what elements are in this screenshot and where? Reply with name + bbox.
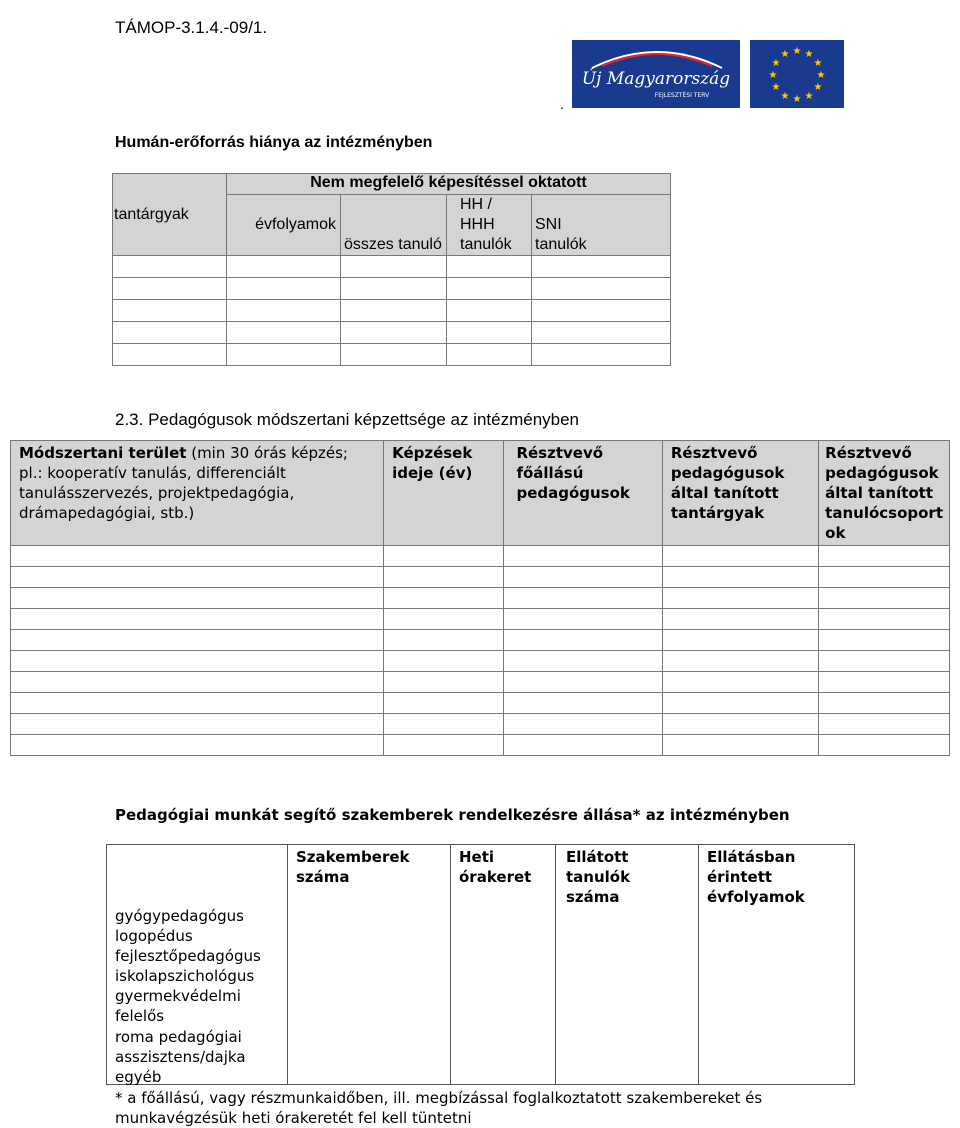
col-method-area: Módszertani terület (min 30 órás képzés; pl.: kooperatív tanulás, differenciált tanulásszervezés, projektpedagógia, drámapedagógiai, stb.) xyxy=(11,441,384,546)
col-specialist-count: Szakemberek száma xyxy=(288,845,451,1085)
col-total-students: összes tanuló xyxy=(341,195,447,256)
table-row xyxy=(11,546,950,567)
col-hh-students: HH / HHH tanulók xyxy=(447,195,532,256)
logo-text: Új Magyarország xyxy=(581,69,731,89)
svg-text:★: ★ xyxy=(792,94,802,105)
table-row xyxy=(11,714,950,735)
col-training-year: Képzések ideje (év) xyxy=(384,441,504,546)
dot: . xyxy=(560,96,564,112)
table-row xyxy=(11,693,950,714)
row-speech-therapist: logopédus xyxy=(115,927,193,945)
table-row xyxy=(11,567,950,588)
row-other: egyéb xyxy=(115,1068,162,1086)
footnote: * a főállású, vagy részmunkaidőben, ill. megbízással foglalkoztatott szakembereket és munkavégzésük heti órakeretét fel kell tüntetni xyxy=(115,1089,763,1127)
col-affected-grades: Ellátásban érintett évfolyamok xyxy=(699,845,855,1085)
table-row xyxy=(11,735,950,756)
table-row xyxy=(113,322,671,344)
col-grades: évfolyamok xyxy=(227,195,341,256)
row-development-teacher: fejlesztőpedagógus xyxy=(115,947,261,965)
svg-text:★: ★ xyxy=(804,91,814,102)
col-participants: Résztvevő főállású pedagógusok xyxy=(504,441,662,546)
section3-title: Pedagógiai munkát segítő szakemberek rendelkezésre állása* az intézményben xyxy=(115,806,790,824)
table-row xyxy=(11,672,950,693)
row-school-psychologist: iskolapszichológus xyxy=(115,967,255,985)
col-taught-groups: Résztvevő pedagógusok által tanított tanulócsoport ok xyxy=(819,441,950,546)
svg-text:★: ★ xyxy=(813,82,823,93)
svg-text:★: ★ xyxy=(771,82,781,93)
table-row xyxy=(113,278,671,300)
col-served-students: Ellátott tanulók száma xyxy=(556,845,699,1085)
col-weekly-hours: Heti órakeret xyxy=(451,845,556,1085)
table-row xyxy=(11,651,950,672)
svg-text:★: ★ xyxy=(780,91,790,102)
svg-text:★: ★ xyxy=(768,70,778,81)
table-row xyxy=(113,300,671,322)
group-header: Nem megfelelő képesítéssel oktatott xyxy=(227,174,671,195)
staff-shortage-table xyxy=(112,173,671,366)
col-sni-students: SNI tanulók xyxy=(532,195,671,256)
document-code: TÁMOP-3.1.4.-09/1. xyxy=(115,18,268,37)
logo-subtext: FEJLESZTÉSI TERV xyxy=(654,92,710,99)
table-row xyxy=(113,256,671,278)
section1-title: Humán-erőforrás hiánya az intézményben xyxy=(115,134,433,151)
row-special-educator: gyógypedagógus xyxy=(115,907,244,925)
row-roma-assistant: roma pedagógiai asszisztens/dajka xyxy=(115,1028,246,1066)
svg-text:★: ★ xyxy=(813,58,823,69)
table-row xyxy=(11,609,950,630)
table-row xyxy=(11,588,950,609)
col-taught-subjects: Résztvevő pedagógusok által tanított tantárgyak xyxy=(662,441,818,546)
svg-text:★: ★ xyxy=(780,49,790,60)
new-hungary-logo xyxy=(572,40,844,108)
methodology-training-table xyxy=(10,440,950,756)
svg-text:★: ★ xyxy=(771,58,781,69)
section2-title: 2.3. Pedagógusok módszertani képzettsége az intézményben xyxy=(115,410,580,429)
svg-text:★: ★ xyxy=(804,49,814,60)
row-child-protection: gyermekvédelmi felelős xyxy=(115,987,241,1025)
table-row xyxy=(113,344,671,366)
svg-text:★: ★ xyxy=(792,46,802,57)
col-subjects: tantárgyak xyxy=(113,174,227,256)
svg-text:★: ★ xyxy=(816,70,826,81)
table-row xyxy=(11,630,950,651)
